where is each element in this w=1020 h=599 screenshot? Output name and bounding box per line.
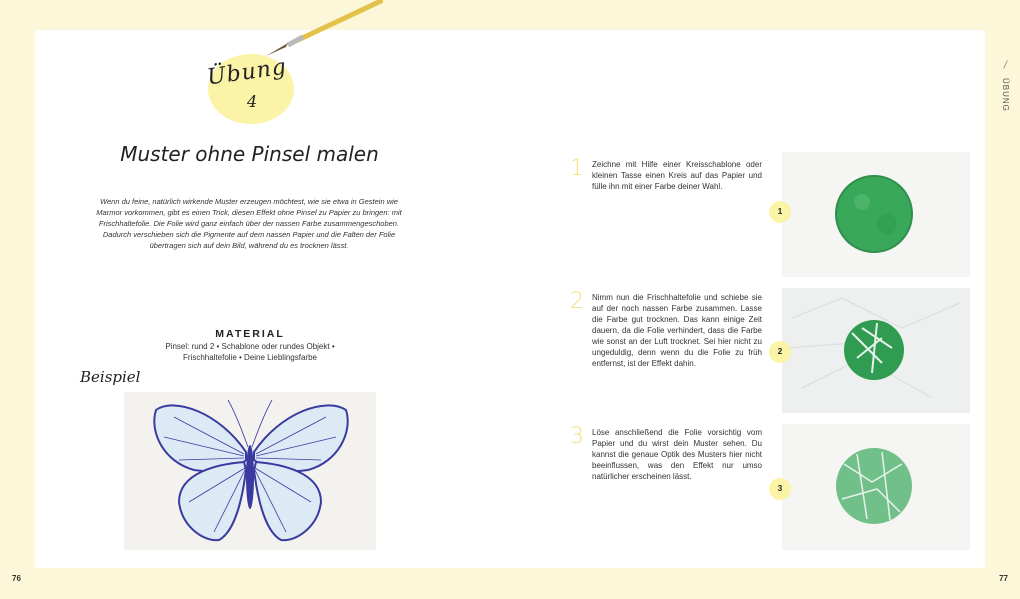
side-label: ÜBUNG: [1001, 78, 1010, 112]
step-text-3: Löse anschließend die Folie vorsichtig vom Papier und du wirst dein Muster sehen. Du kannst die genaue Optik des Musters hier nicht beeinflussen, was den Effekt nur umso natürlicher erscheinen lässt.: [592, 428, 762, 481]
paintbrush-icon: [258, 0, 383, 60]
step-badge-2: 2: [769, 341, 791, 363]
side-slash: [1003, 60, 1008, 69]
exercise-word: Übung: [205, 54, 289, 91]
butterfly-illustration: [124, 392, 376, 550]
material-line-1: Pinsel: rund 2 • Schablone oder rundes Objekt •: [165, 342, 335, 351]
step-badge-1: 1: [769, 201, 791, 223]
paint-circle-2: [782, 288, 970, 413]
step-photo-3: [782, 424, 970, 550]
step-number-3: 3: [570, 424, 584, 449]
step-number-1: 1: [570, 156, 584, 181]
paint-circle-1: [782, 152, 970, 277]
example-label: Beispiel: [80, 368, 141, 386]
material-list: [140, 341, 360, 363]
material-heading: MATERIAL: [215, 328, 285, 340]
step-text-2: Nimm nun die Frischhaltefolie und schiebe sie auf der noch nassen Farbe zusammen. Lasse die Farbe gut trocknen. Das kann einige Zeit dauern, da die Folie verhindert, dass die Farbe wie sonst an der Luft trocknet. Sei hier nicht zu ungeduldig, denn wenn du die Folie zu früh entfernst, ist der Effekt dahin.: [592, 293, 762, 368]
page-number-left: 76: [12, 574, 21, 583]
step-badge-3: 3: [769, 478, 791, 500]
butterfly-image: [124, 392, 376, 550]
step-photo-1: [782, 152, 970, 277]
page-title: Muster ohne Pinsel malen: [120, 142, 379, 166]
intro-text: Wenn du feine, natürlich wirkende Muster erzeugen möchtest, wie sie etwa in Gestein wie Marmor vorkommen, gibt es einen Trick, diesen Effekt ohne Pinsel zu Papier zu bringen: mit Frischhaltefolie. Die Folie wird ganz einfach über der nassen Farbe zusammengeschoben. Dadurch verschieben sich die Pigmente auf dem nassen Papier und die Falten der Folie übertragen sich auf dein Bild, während du es trocknen lässt.: [96, 197, 402, 250]
material-line-2: Frischhaltefolie • Deine Lieblingsfarbe: [183, 353, 317, 362]
exercise-number: 4: [247, 92, 258, 111]
paint-circle-3: [782, 424, 970, 550]
step-text-1: Zeichne mit Hilfe einer Kreisschablone oder kleinen Tasse einen Kreis auf das Papier und fülle ihn mit einer Farbe deiner Wahl.: [592, 160, 762, 191]
page-number-right: 77: [999, 574, 1008, 583]
step-photo-2: [782, 288, 970, 413]
step-number-2: 2: [570, 289, 584, 314]
